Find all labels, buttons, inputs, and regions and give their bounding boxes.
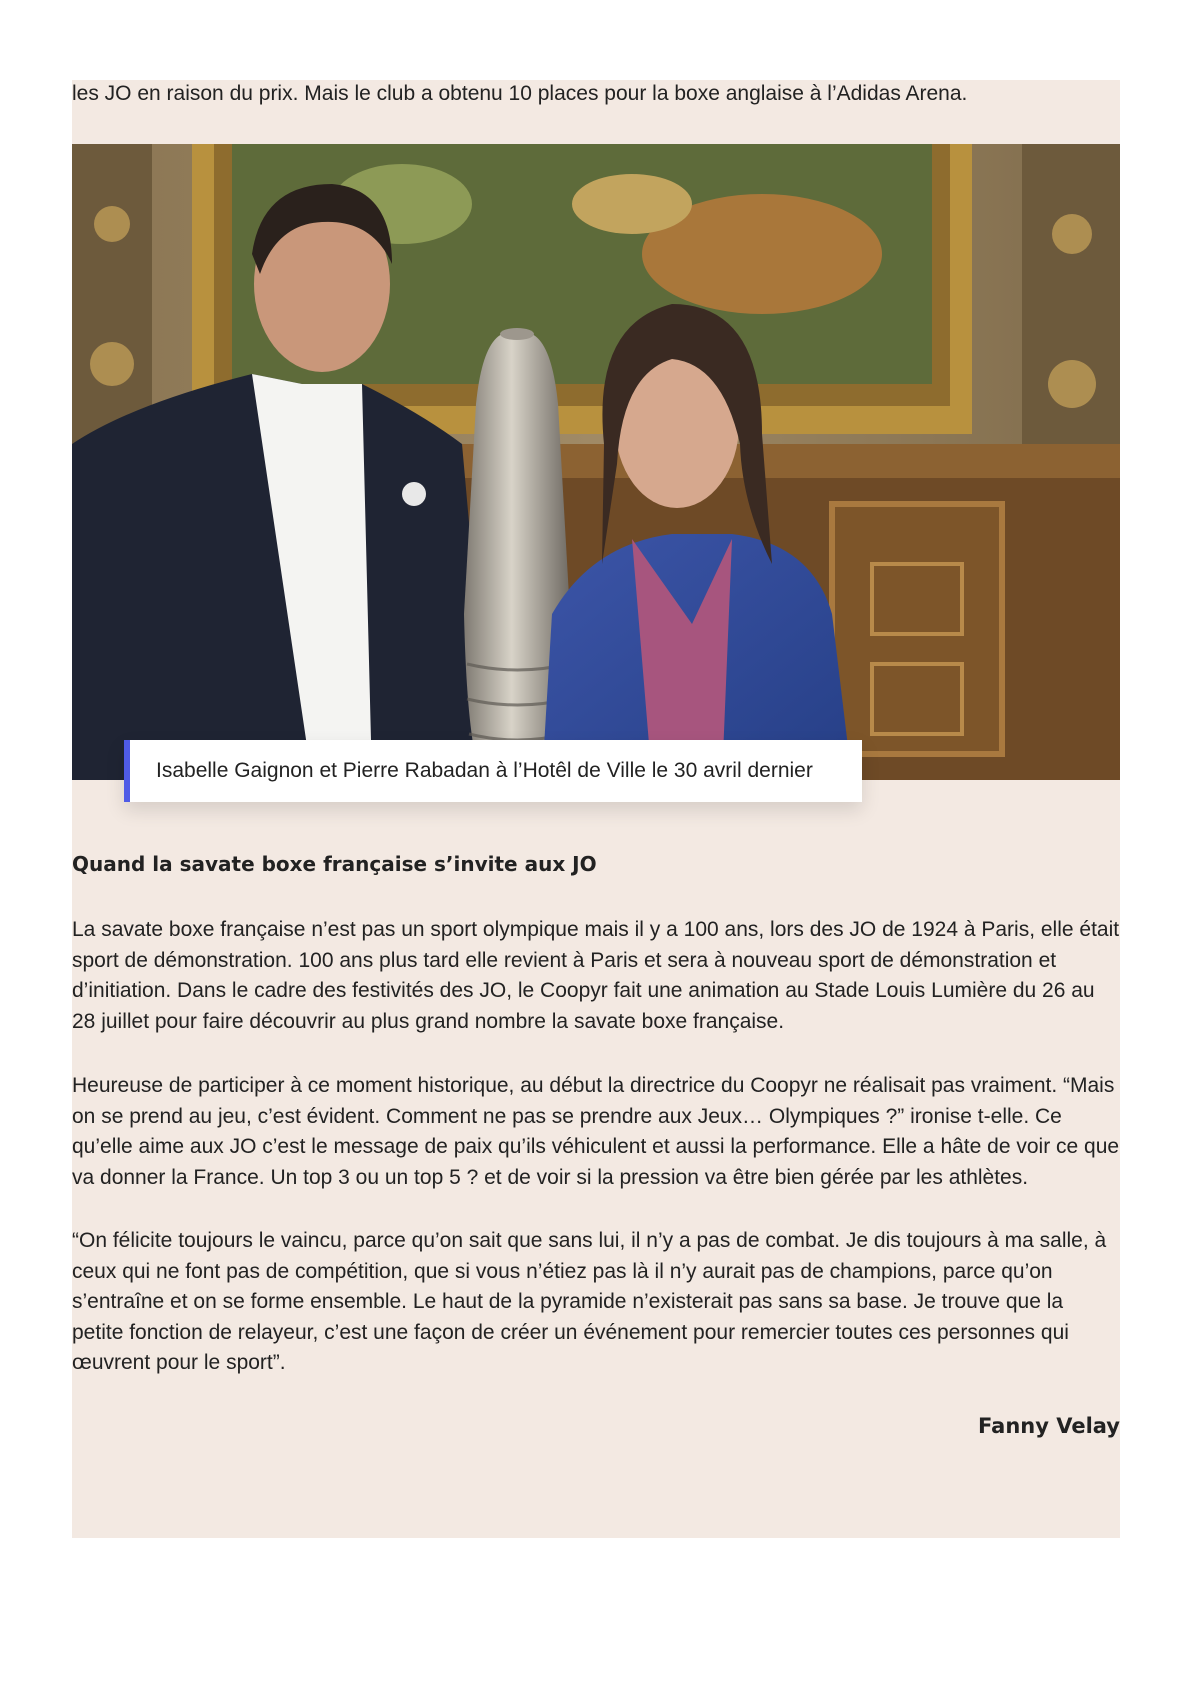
intro-text: les JO en raison du prix. Mais le club a obtenu 10 places pour la boxe anglaise à l’Adidas Arena. <box>72 82 968 105</box>
article <box>72 80 1120 1538</box>
torch-photo-icon <box>72 144 1120 780</box>
article-photo <box>72 144 1120 780</box>
photo-caption: Isabelle Gaignon et Pierre Rabadan à l’Hotêl de Ville le 30 avril dernier <box>124 740 862 802</box>
section-heading: Quand la savate boxe française s’invite aux JO <box>72 852 597 876</box>
paragraph: “On félicite toujours le vaincu, parce qu’on sait que sans lui, il n’y a pas de combat. Je dis toujours à ma salle, à ceux qui ne font pas de compétition, que si vous n’étiez pas là il n’y aurait pas de champions, parce qu’on s’entraîne et on se forme ensemble. Le haut de la pyramide n’existerait pas sans sa base. Je trouve que la petite fonction de relayeur, c’est une façon de créer un événement pour remercier toutes ces personnes qui œuvrent pour le sport”. <box>72 1229 1107 1374</box>
author-signature: Fanny Velay <box>978 1414 1120 1438</box>
paragraph: Heureuse de participer à ce moment historique, au début la directrice du Coopyr ne réalisait pas vraiment. “Mais on se prend au jeu, c’est évident. Comment ne pas se prendre aux Jeux… Olympiques ?” ironise t-elle. Ce qu’elle aime aux JO c’est le message de paix qu’ils véhiculent et aussi la performance. Elle a hâte de voir ce que va donner la France. Un top 3 ou un top 5 ? et de voir si la pression va être bien gérée par les athlètes. <box>72 1074 1120 1189</box>
paragraph: La savate boxe française n’est pas un sport olympique mais il y a 100 ans, lors des JO de 1924 à Paris, elle était sport de démonstration. 100 ans plus tard elle revient à Paris et sera à nouveau sport de démonstration et d’initiation. Dans le cadre des festivités des JO, le Coopyr fait une animation au Stade Louis Lumière du 26 au 28 juillet pour faire découvrir au plus grand nombre la savate boxe française. <box>72 918 1120 1033</box>
